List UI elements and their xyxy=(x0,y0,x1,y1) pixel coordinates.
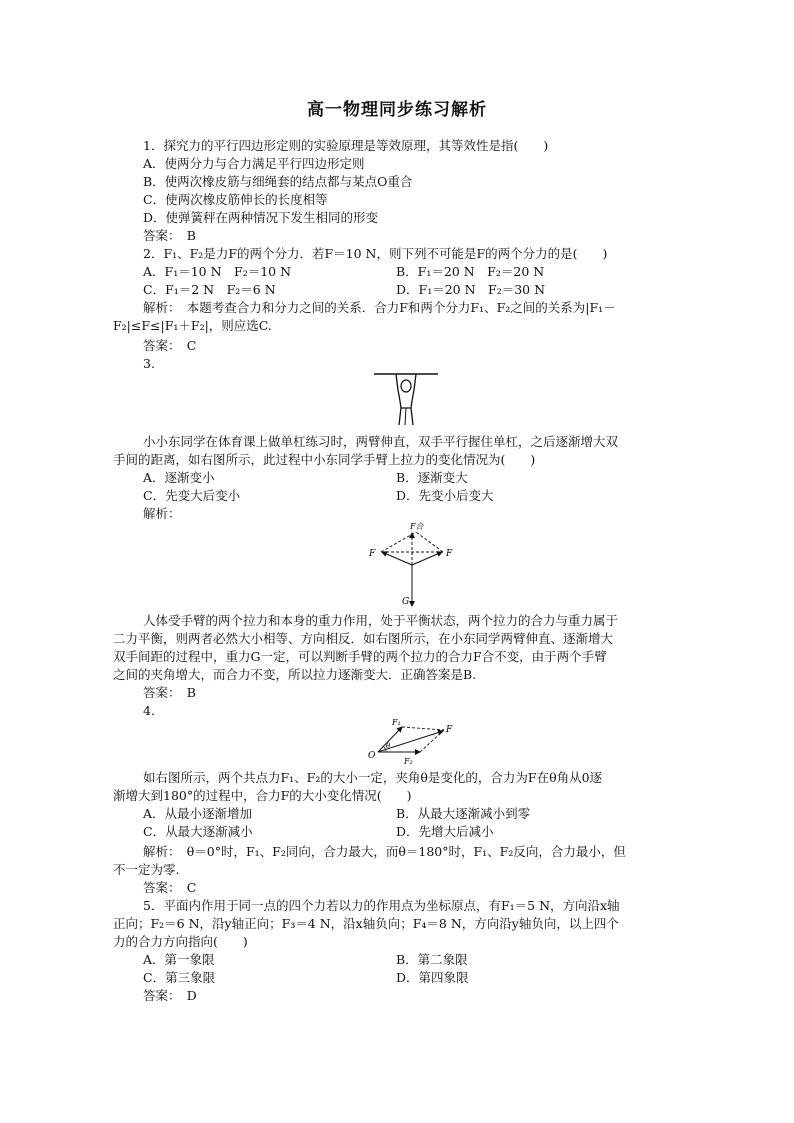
q1-option-d: D．使弹簧秤在两种情况下发生相同的形变 xyxy=(143,210,379,225)
q3-analysis-label: 解析： xyxy=(143,506,181,521)
q1-answer: 答案： B xyxy=(143,228,196,243)
q3-label-f-he: F合 xyxy=(410,522,424,531)
q3-text-line1: 人体受手臂的两个拉力和本身的重力作用，处于平衡状态，两个拉力的合力与重力属于 xyxy=(143,613,619,628)
q3-option-d: D．先变小后变大 xyxy=(396,488,494,503)
q3-pullup-figure xyxy=(370,370,442,428)
q4-option-a: A．从最小逐渐增加 xyxy=(143,806,253,821)
q4-label-f: F xyxy=(446,725,453,735)
q5-option-b: B．第二象限 xyxy=(396,952,468,967)
q1-option-a: A．使两分力与合力满足平行四边形定则 xyxy=(143,156,365,171)
q4-label-f1: F₁ xyxy=(392,718,401,727)
q3-text-line2: 二力平衡，则两者必然大小相等、方向相反．如右图所示，在小东同学两臂伸直、逐渐增大 xyxy=(113,631,614,646)
q3-force-diagram xyxy=(362,520,462,610)
q4-option-d: D．先增大后减小 xyxy=(396,824,494,839)
q3-label-g: G xyxy=(402,597,410,607)
q2-analysis-line1: 解析： 本题考查合力和分力之间的关系．合力F和两个分力F₁、F₂之间的关系为|F₁－ xyxy=(143,300,616,315)
q4-label-o: O xyxy=(368,751,376,761)
q3-text-line4: 之间的夹角增大，而合力不变，所以拉力逐渐变大．正确答案是B. xyxy=(113,667,477,682)
q2-option-a: A．F₁＝10 N F₂＝10 N xyxy=(143,264,292,279)
q3-option-b: B．逐渐变大 xyxy=(396,470,468,485)
q2-option-c: C．F₁＝2 N F₂＝6 N xyxy=(143,282,276,297)
q3-option-a: A．逐渐变小 xyxy=(143,470,215,485)
q3-stem-line1: 小小东同学在体育课上做单杠练习时，两臂伸直，双手平行握住单杠，之后逐渐增大双 xyxy=(143,434,619,449)
q5-stem-line3: 力的合力方向指向( ) xyxy=(113,934,248,949)
q4-answer: 答案： C xyxy=(143,880,197,895)
q3-text-line3: 双手间距的过程中，重力G一定，可以判断手臂的两个拉力的合力F合不变，由于两个手臂 xyxy=(113,649,607,664)
page-title: 高一物理同步练习解析 xyxy=(307,100,487,120)
q4-analysis-line1: 解析： θ＝0°时，F₁、F₂同向，合力最大，而θ＝180°时，F₁、F₂反向，合力最小，但 xyxy=(143,844,626,859)
q2-analysis-line2: F₂|≤F≤|F₁＋F₂|，则应选C. xyxy=(113,318,272,333)
q3-label-f-left: F xyxy=(369,549,376,559)
q3-answer: 答案： B xyxy=(143,685,196,700)
q4-option-b: B．从最大逐渐减小到零 xyxy=(396,806,531,821)
q5-option-d: D．第四象限 xyxy=(396,970,469,985)
q3-label-f-right: F xyxy=(446,549,453,559)
q5-stem-line1: 5．平面内作用于同一点的四个力若以力的作用点为坐标原点，有F₁＝5 N，方向沿x轴 xyxy=(143,898,620,913)
q5-option-a: A．第一象限 xyxy=(143,952,215,967)
q3-number: 3. xyxy=(143,356,155,371)
q3-stem-line2: 手间的距离，如右图所示，此过程中小东同学手臂上拉力的变化情况为( ) xyxy=(113,452,536,467)
q2-answer: 答案： C xyxy=(143,338,197,353)
q5-stem-line2: 正向；F₂＝6 N，沿y轴正向；F₃＝4 N，沿x轴负向；F₄＝8 N，方向沿y轴负向，以上四个 xyxy=(113,916,619,931)
q4-label-f2: F₂ xyxy=(404,757,413,766)
q5-answer: 答案： D xyxy=(143,988,197,1003)
q5-option-c: C．第三象限 xyxy=(143,970,216,985)
q2-option-b: B．F₁＝20 N F₂＝20 N xyxy=(396,264,545,279)
q2-stem: 2．F₁、F₂是力F的两个分力．若F＝10 N，则下列不可能是F的两个分力的是( ) xyxy=(143,246,608,261)
q4-option-c: C．从最大逐渐减小 xyxy=(143,824,253,839)
q4-stem-line2: 渐增大到180°的过程中，合力F的大小变化情况( ) xyxy=(113,788,412,803)
q4-force-diagram xyxy=(364,714,464,766)
q1-stem: 1．探究力的平行四边形定则的实验原理是等效原理，其等效性是指( ) xyxy=(143,138,549,153)
q4-number: 4. xyxy=(143,703,155,718)
q4-stem-line1: 如右图所示，两个共点力F₁、F₂的大小一定，夹角θ是变化的，合力为F在θ角从0逐 xyxy=(143,770,603,785)
q4-label-theta: θ xyxy=(386,742,391,750)
q2-option-d: D．F₁＝20 N F₂＝30 N xyxy=(396,282,546,297)
q1-option-c: C．使两次橡皮筋伸长的长度相等 xyxy=(143,192,328,207)
q3-option-c: C．先变大后变小 xyxy=(143,488,241,503)
q1-option-b: B．使两次橡皮筋与细绳套的结点都与某点O重合 xyxy=(143,174,413,189)
q4-analysis-line2: 不一定为零. xyxy=(113,862,180,877)
